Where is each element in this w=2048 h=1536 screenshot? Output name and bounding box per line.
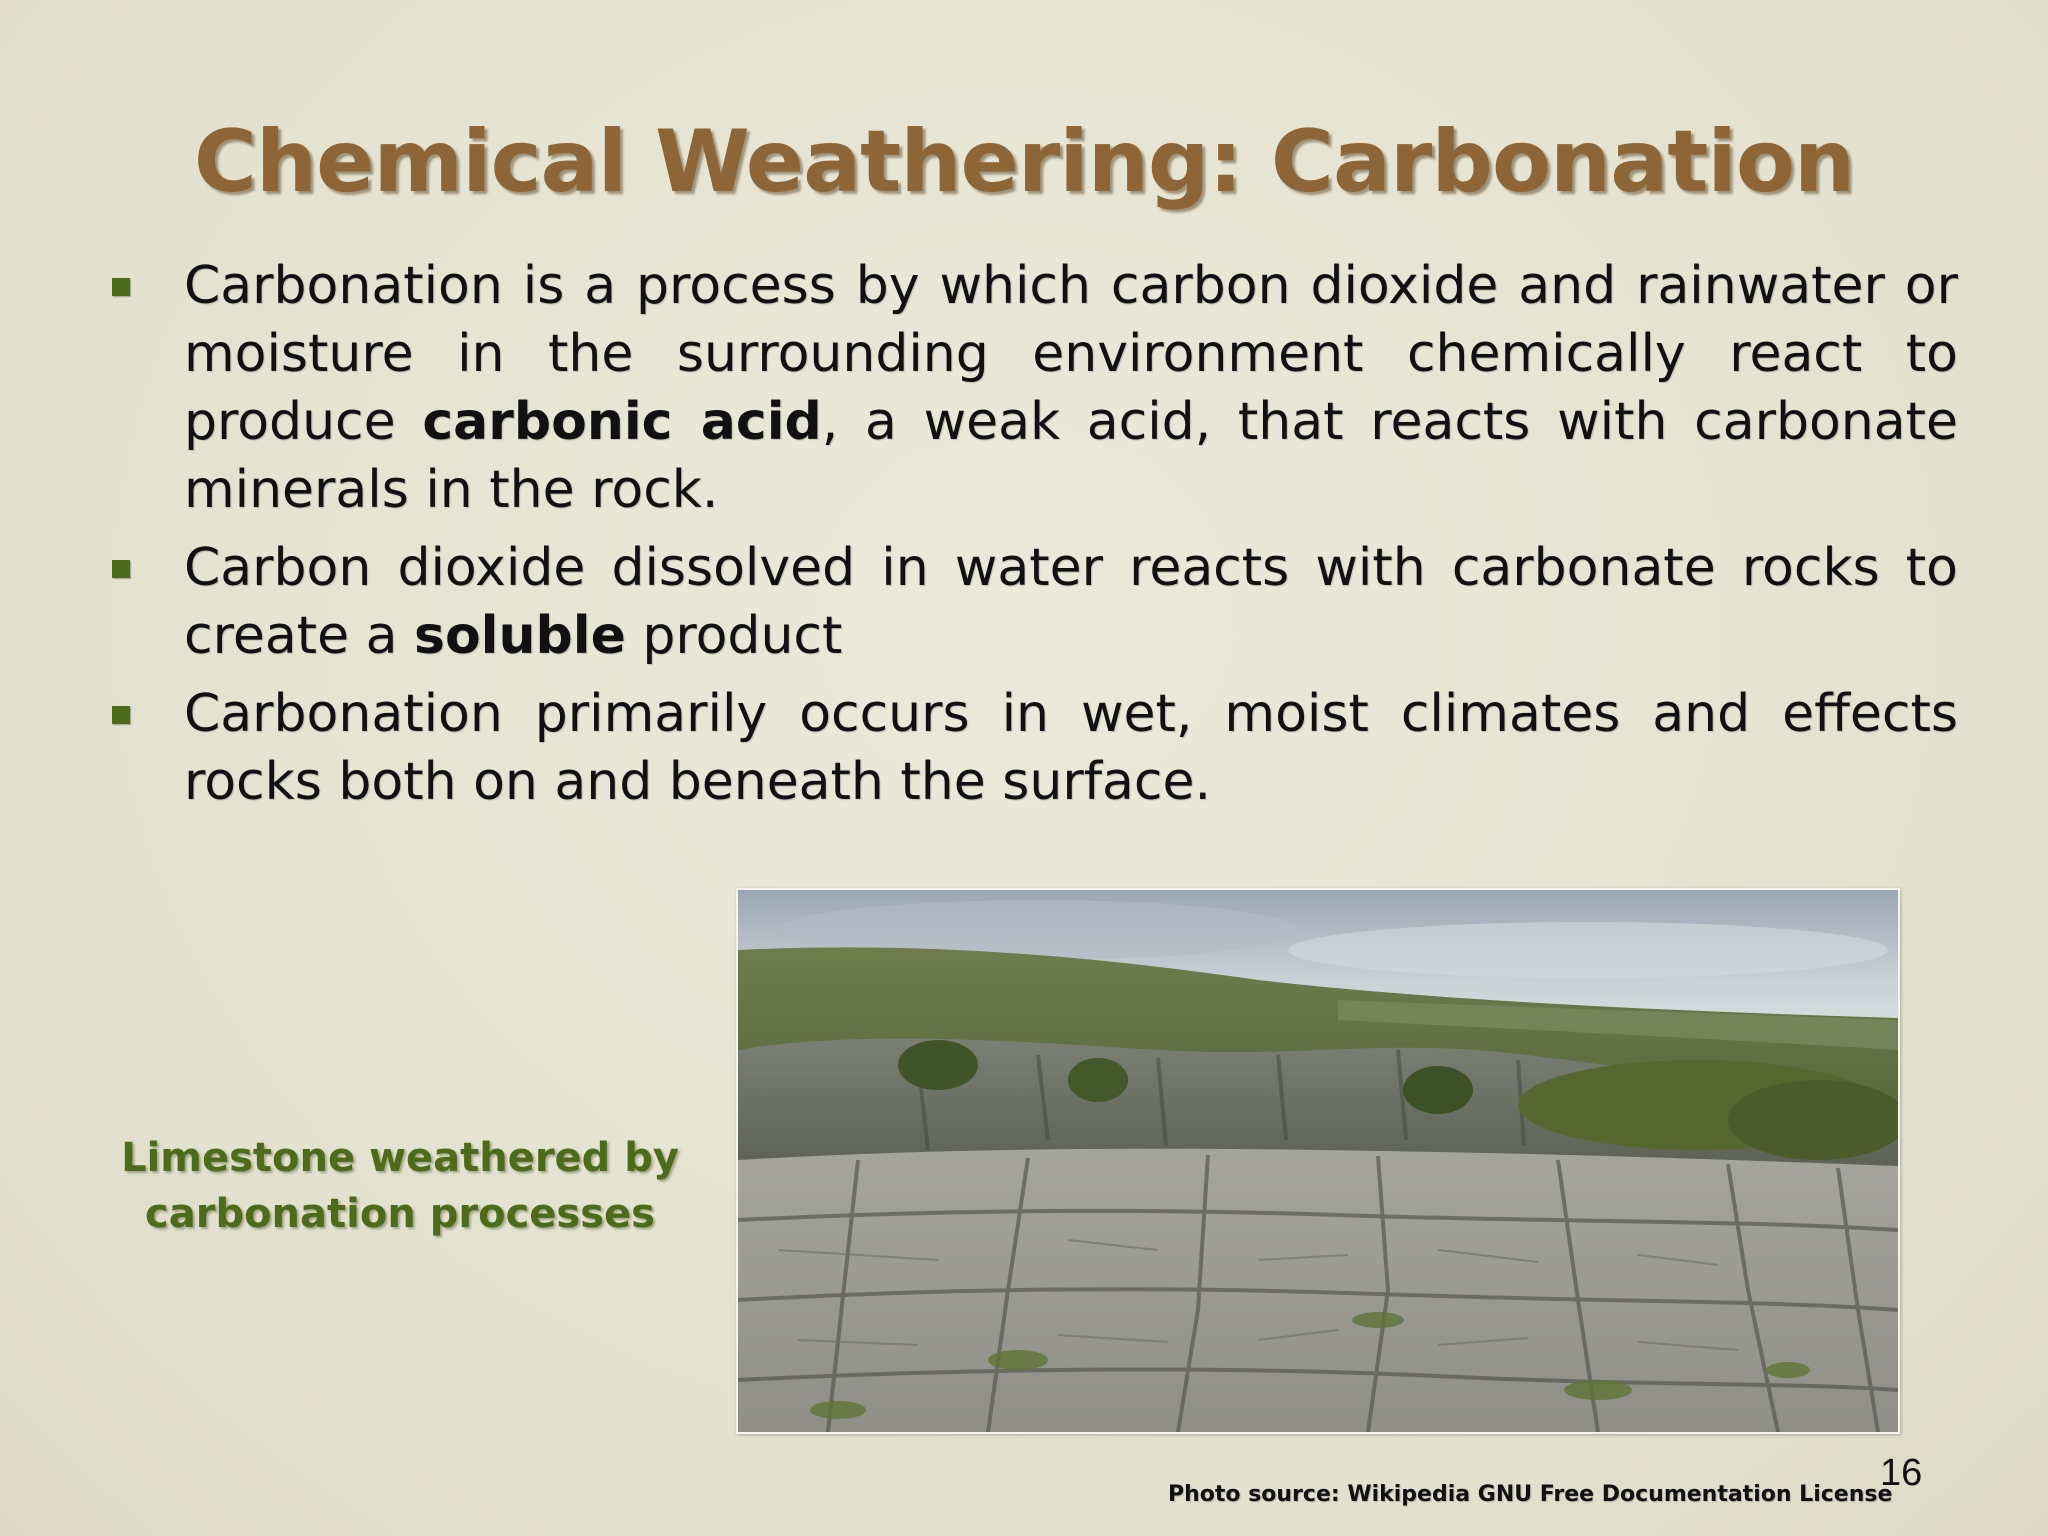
slide-title: Chemical Weathering: Carbonation (193, 112, 1855, 212)
caption-line: Limestone weathered by (121, 1135, 679, 1181)
bullet-bold-term: carbonic acid (422, 392, 822, 452)
bullet-text: Carbonation is a process by which carbon dioxide and rainwater or moisture in the surrounding environment chemically react to produce (184, 256, 1958, 452)
bullet-text: product (625, 606, 843, 666)
bullet-item (100, 680, 1958, 816)
bullet-list (100, 252, 1958, 826)
bullet-bold-term: soluble (414, 606, 626, 666)
bullet-item (100, 252, 1958, 524)
square-bullet-icon (112, 278, 130, 296)
photo-source: Photo source: Wikipedia GNU Free Documentation License (1168, 1482, 1893, 1507)
square-bullet-icon (112, 560, 130, 578)
bullet-text: Carbon dioxide dissolved in water reacts with carbonate rocks to create a (184, 538, 1958, 666)
bullet-item (100, 534, 1958, 670)
square-bullet-icon (112, 706, 130, 724)
bullet-text: , a weak acid, that reacts with carbonate minerals in the rock. (184, 392, 1958, 520)
limestone-photo (736, 888, 1900, 1434)
caption-line: carbonation processes (145, 1191, 655, 1237)
photo-caption (100, 1130, 700, 1242)
bullet-text: Carbonation primarily occurs in wet, moist climates and effects rocks both on and beneath the surface. (184, 684, 1958, 812)
page-number: 16 (1880, 1452, 1923, 1494)
